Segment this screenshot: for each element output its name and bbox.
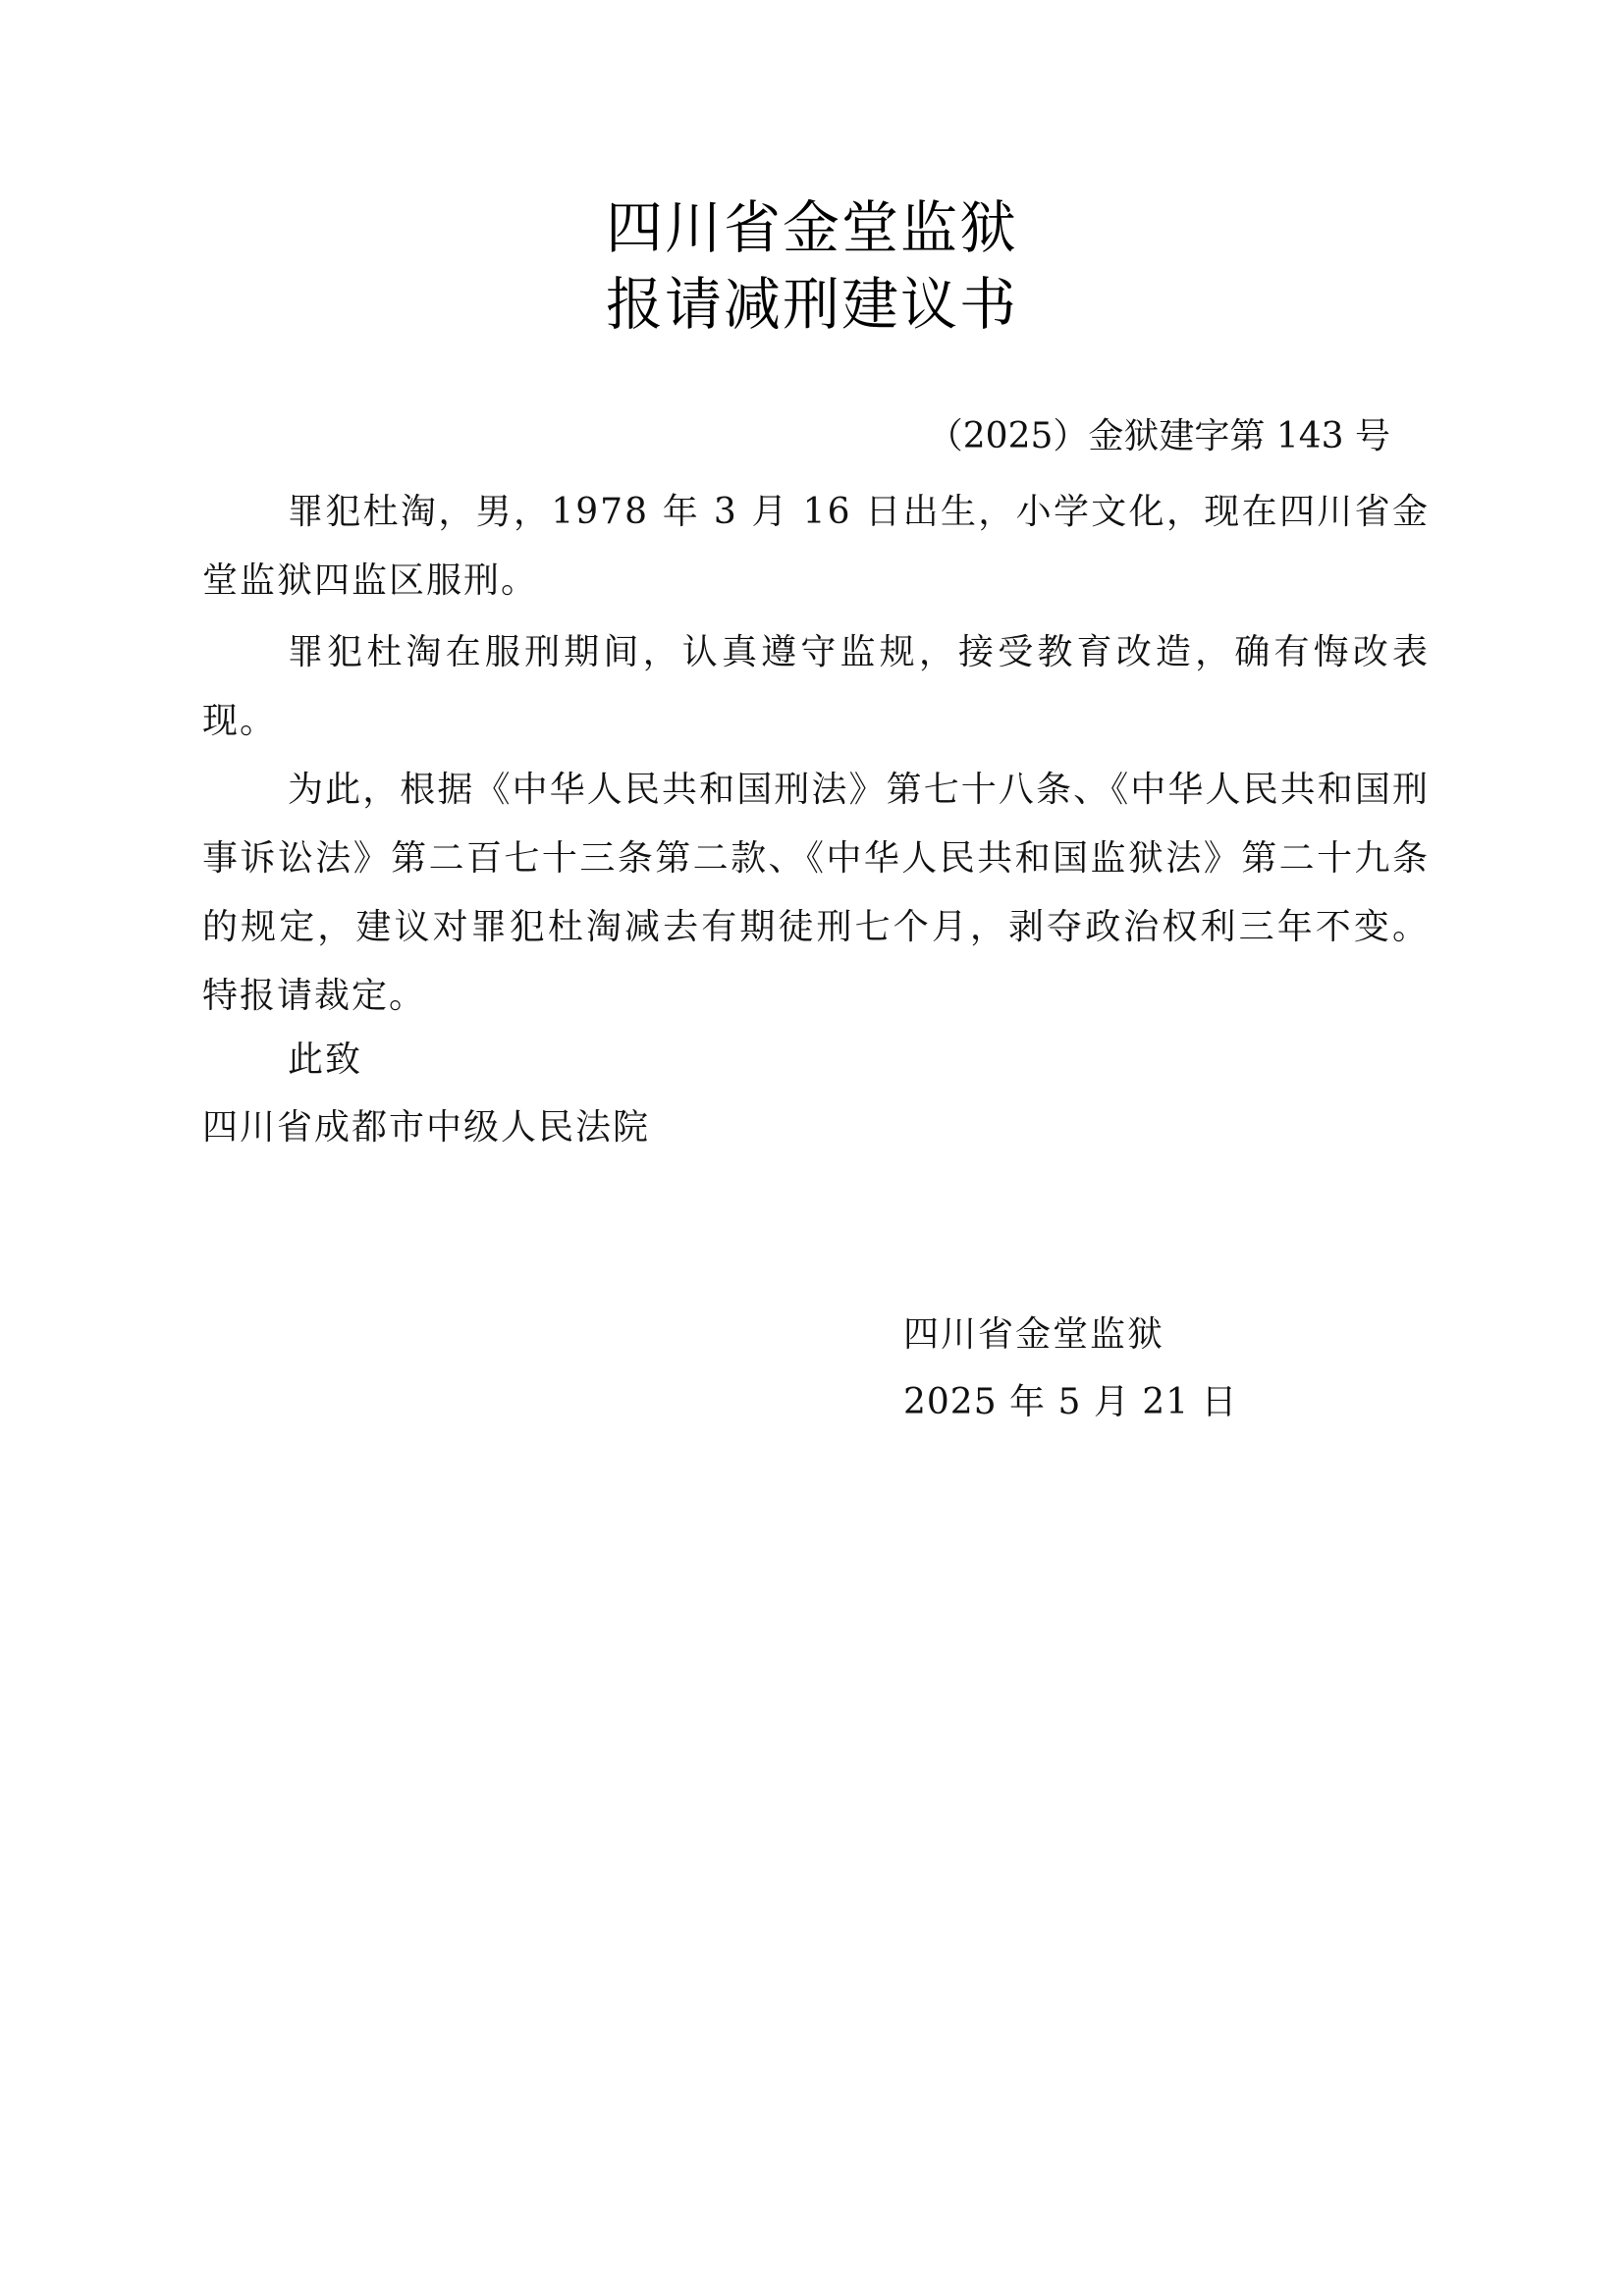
- document-title-line1: 四川省金堂监狱: [605, 194, 1018, 261]
- document-title-line2: 报请减刑建议书: [605, 271, 1018, 338]
- signature-organization: 四川省金堂监狱: [903, 1314, 1165, 1355]
- body-paragraph-inmate-info: 罪犯杜淘，男，1978 年 3 月 16 日出生，小学文化，现在四川省金堂监狱四监区服刑。: [202, 492, 1430, 601]
- body-paragraph-conduct: 罪犯杜淘在服刑期间，认真遵守监规，接受教育改造，确有悔改表现。: [202, 632, 1430, 741]
- signature-date: 2025 年 5 月 21 日: [903, 1382, 1238, 1422]
- salutation: 此致: [288, 1040, 363, 1080]
- recipient-court: 四川省成都市中级人民法院: [202, 1107, 651, 1148]
- body-paragraph-recommendation: 为此，根据《中华人民共和国刑法》第七十八条、《中华人民共和国刑事诉讼法》第二百七十三条第二款、《中华人民共和国监狱法》第二十九条的规定，建议对罪犯杜淘减去有期徒刑七个月，剥夺政治权利三年不变。特报请裁定。: [202, 770, 1430, 1016]
- document-number: （2025）金狱建字第 143 号: [927, 416, 1390, 456]
